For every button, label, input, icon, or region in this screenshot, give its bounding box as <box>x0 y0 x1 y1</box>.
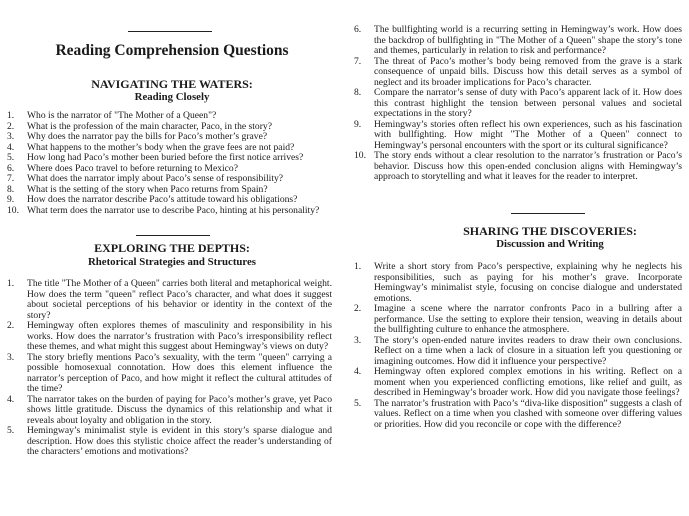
question-number: 5. <box>7 152 15 163</box>
question-number: 7. <box>354 55 362 67</box>
question-list-rhetorical <box>7 279 332 458</box>
question-text: Where does Paco travel to before returning to Mexico? <box>27 162 238 174</box>
question-text: Imagine a scene where the narrator confronts Paco in a bullring after a performance. Use the setting to explore their tension, weaving in details about the bullfighting culture to enhance the atmosphere. <box>374 303 682 335</box>
question-item <box>7 395 332 427</box>
section-rule-discoveries <box>511 213 585 214</box>
section-subtitle-rhetorical: Rhetorical Strategies and Structures <box>87 256 257 268</box>
question-item <box>7 206 332 217</box>
question-item <box>354 57 682 89</box>
question-number: 10. <box>7 204 19 216</box>
question-number: 4. <box>7 141 15 153</box>
question-number: 6. <box>7 162 15 174</box>
question-number: 4. <box>7 393 15 405</box>
question-text: The narrator takes on the burden of paying for Paco’s mother’s grave, yet Paco shows little gratitude. Discuss the dynamics of this relationship and what it reveals about loyalty and obligation in the story. <box>27 393 332 426</box>
question-item <box>354 262 682 304</box>
question-number: 6. <box>354 24 362 35</box>
question-text: What term does the narrator use to describe Paco, hinting at his personality? <box>27 204 320 216</box>
section-title-navigating: NAVIGATING THE WATERS: <box>91 77 253 91</box>
question-text: Write a short story from Paco’s perspective, explaining why he neglects his responsibilities, such as paying for his mother’s grave. Incorporate Hemingway’s minimalist style, focusing on concise dialogue and understated emotions. <box>374 261 682 304</box>
section-subtitle-discussion: Discussion and Writing <box>496 238 604 250</box>
question-list-discussion <box>354 262 682 430</box>
question-text: The story briefly mentions Paco’s sexuality, with the term "queen" carrying a possible homosexual connotation. How does this element influence the narrator’s perception of Paco, and how might it reflect the cultural attitudes of the time? <box>27 351 332 394</box>
question-text: Hemingway’s minimalist style is evident in this story’s sparse dialogue and description. How does this stylistic choice affect the reader’s understanding of the characters’ emotions and motivations? <box>27 425 332 457</box>
question-text: Who is the narrator of "The Mother of a Queen"? <box>27 110 217 121</box>
question-number: 9. <box>354 118 362 130</box>
question-number: 2. <box>7 320 15 331</box>
question-number: 8. <box>354 87 362 98</box>
question-text: The threat of Paco’s mother’s body being removed from the grave is a stark consequence of unpaid bills. Discuss how this detail serves as a symbol of neglect and its broader implications for Paco’s character. <box>374 55 682 88</box>
question-text: How long had Paco’s mother been buried before the first notice arrives? <box>27 152 304 163</box>
question-item <box>354 120 682 152</box>
question-text: How does the narrator describe Paco’s attitude toward his obligations? <box>27 194 298 205</box>
question-item <box>7 321 332 353</box>
question-item <box>354 88 682 120</box>
title-rule <box>128 31 212 32</box>
section-title-exploring: EXPLORING THE DEPTHS: <box>94 241 250 255</box>
question-number: 9. <box>7 194 15 205</box>
question-number: 3. <box>7 131 15 142</box>
question-number: 4. <box>354 366 362 377</box>
question-item <box>7 279 332 321</box>
question-number: 5. <box>7 425 15 436</box>
question-text: Hemingway often explores themes of masculinity and responsibility in his works. How does the narrator’s frustration with Paco’s irresponsibility reflect these themes, and what might this suggest about Hemingway’s views on duty? <box>27 320 332 352</box>
question-number: 5. <box>354 397 362 409</box>
question-text: What does the narrator imply about Paco’s sense of responsibility? <box>27 173 284 184</box>
section-title-sharing: SHARING THE DISCOVERIES: <box>463 224 637 238</box>
question-text: Hemingway often explored complex emotions in his writing. Reflect on a moment when you experienced conflicting emotions, like relief and guilt, as described in Hemingway’s broader work. How did you navigate those feelings? <box>374 366 682 398</box>
question-number: 1. <box>7 278 15 289</box>
question-item <box>7 353 332 395</box>
question-text: What is the setting of the story when Paco returns from Spain? <box>27 183 268 195</box>
question-text: The title "The Mother of a Queen" carries both literal and metaphorical weight. How does the term "queen" reflect Paco’s character, and what does it suggest about societal perceptions of his behavior or identity in the context of the story? <box>27 278 332 321</box>
question-text: Hemingway’s stories often reflect his own experiences, such as his fascination with bullfighting. How might "The Mother of a Queen" connect to Hemingway’s personal encounters with the sport or its cultural significance? <box>374 118 682 151</box>
question-text: Compare the narrator’s sense of duty with Paco’s apparent lack of it. How does this contrast highlight the tension between personal values and societal expectations in the story? <box>374 87 682 119</box>
question-item <box>354 151 682 183</box>
question-item <box>354 399 682 431</box>
question-number: 8. <box>7 183 15 195</box>
question-number: 3. <box>354 334 362 346</box>
question-text: The narrator’s frustration with Paco’s “diva-like disposition” suggests a clash of values. Reflect on a time when you clashed with someone over differing values or priorities. How did you reconcile or cope with the difference? <box>374 397 682 430</box>
question-item <box>354 336 682 368</box>
section-rule-depths <box>136 235 210 236</box>
question-text: What happens to the mother’s body when the grave fees are not paid? <box>27 141 295 153</box>
question-text: The story ends without a clear resolution to the narrator’s frustration or Paco’s behavior. Discuss how this open-ended conclusion aligns with Hemingway’s approach to storytelling and what it leaves for the reader to interpret. <box>374 150 682 182</box>
question-text: Why does the narrator pay the bills for Paco’s mother’s grave? <box>27 131 268 142</box>
question-text: The bullfighting world is a recurring setting in Hemingway’s work. How does the backdrop of bullfighting in "The Mother of a Queen" shape the story’s tone and themes, particularly in relation to risk and performance? <box>374 24 682 56</box>
question-number: 3. <box>7 351 15 363</box>
question-item <box>354 25 682 57</box>
question-text: The story’s open-ended nature invites readers to draw their own conclusions. Reflect on a time when a lack of closure in a situation left you questioning or imagining outcomes. How did it influence your perspective? <box>374 334 682 367</box>
question-number: 7. <box>7 173 15 184</box>
question-list-rhetorical-continued <box>354 25 682 183</box>
question-item <box>7 426 332 458</box>
question-number: 10. <box>354 150 366 161</box>
section-subtitle-reading-closely: Reading Closely <box>134 91 210 103</box>
question-number: 2. <box>7 120 15 132</box>
page-title: Reading Comprehension Questions <box>55 42 289 59</box>
question-number: 1. <box>354 261 362 272</box>
question-list-reading-closely <box>7 111 332 216</box>
question-number: 1. <box>7 110 15 121</box>
question-text: What is the profession of the main character, Paco, in the story? <box>27 120 272 132</box>
question-item <box>354 367 682 399</box>
question-number: 2. <box>354 303 362 314</box>
question-item <box>354 304 682 336</box>
